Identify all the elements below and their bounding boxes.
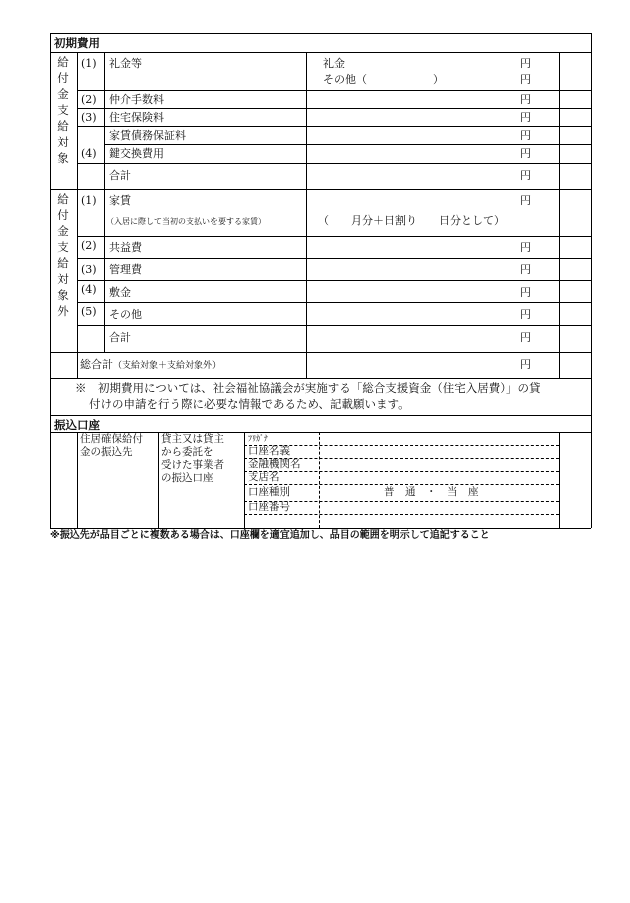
yen-unit: 円 — [520, 194, 531, 207]
yen-unit: 円 — [520, 73, 531, 86]
yen-unit: 円 — [520, 241, 531, 254]
row-number: (3) — [81, 263, 97, 276]
deposit-label: 敷金 — [109, 286, 131, 299]
brokerage-fee-label: 仲介手数料 — [109, 93, 164, 106]
yen-unit: 円 — [520, 111, 531, 124]
other-label: その他 — [109, 308, 142, 321]
row-number: (3) — [81, 111, 97, 124]
bank-account-heading: 振込口座 — [54, 418, 100, 432]
account-holder-label: 口座名義 — [248, 445, 290, 457]
footnote: ※振込先が品目ごとに複数ある場合は、口座欄を適宜追加し、品目の範囲を明示して追記すること — [50, 530, 490, 541]
grand-total-label: 総合計（支給対象＋支給対象外） — [80, 358, 222, 371]
row-number: (4) — [81, 147, 97, 160]
not-covered-group-label: 給 付 金 支 給 対 象 外 — [57, 192, 69, 318]
insurance-label: 住宅保険料 — [109, 111, 164, 124]
row-number: (2) — [81, 239, 97, 252]
transfer-destination-label: 住居確保給付 金の振込先 — [80, 433, 143, 458]
note-line-1: ※ 初期費用については、社会福祉協議会が実施する「総合支援資金（住宅入居費）」の貸 — [75, 381, 541, 395]
account-number-label: 口座番号 — [248, 501, 290, 513]
covered-group-label: 給 付 金 支 給 対 象 — [57, 55, 69, 165]
yen-unit: 円 — [520, 93, 531, 106]
guarantee-fee-label: 家賃債務保証料 — [109, 129, 186, 142]
key-exchange-label: 鍵交換費用 — [109, 147, 164, 160]
key-money-label: 礼金等 — [109, 57, 142, 70]
yen-unit: 円 — [520, 129, 531, 142]
yen-unit: 円 — [520, 308, 531, 321]
rent-label: 家賃 — [109, 194, 131, 207]
rent-note: （入居に際して当初の支払いを要する家賃） — [106, 217, 266, 226]
subtotal-covered-label: 合計 — [109, 169, 131, 182]
row-number: (2) — [81, 93, 97, 106]
note-line-2: 付けの申請を行う際に必要な情報であるため、記載願います。 — [89, 397, 410, 411]
initial-costs-table — [0, 0, 630, 420]
management-fee-label: 管理費 — [109, 263, 142, 276]
branch-name-label: 支店名 — [248, 471, 280, 483]
initial-costs-heading: 初期費用 — [54, 36, 100, 50]
subtotal-not-covered-label: 合計 — [109, 331, 131, 344]
row-number: (1) — [81, 57, 97, 70]
account-type-value[interactable]: 普 通 ・ 当 座 — [384, 486, 479, 498]
yen-unit: 円 — [520, 57, 531, 70]
furigana-label: ﾌﾘｶﾞﾅ — [248, 434, 268, 443]
key-money-sub-label: 礼金 — [323, 57, 345, 70]
landlord-account-label: 貸主又は貸主 から委託を 受けた事業者 の振込口座 — [161, 433, 224, 484]
row-number: (4) — [81, 283, 97, 296]
account-type-label: 口座種別 — [248, 486, 290, 498]
yen-unit: 円 — [520, 286, 531, 299]
common-fee-label: 共益費 — [109, 241, 142, 254]
yen-unit: 円 — [520, 169, 531, 182]
yen-unit: 円 — [520, 263, 531, 276]
rent-period: （ 月分＋日割り 日分として） — [318, 214, 505, 227]
row-number: (5) — [81, 305, 97, 318]
row-number: (1) — [81, 194, 97, 207]
yen-unit: 円 — [520, 358, 531, 371]
yen-unit: 円 — [520, 147, 531, 160]
other-sub-label: その他（ ） — [323, 73, 444, 86]
bank-name-label: 金融機関名 — [248, 458, 301, 470]
yen-unit: 円 — [520, 331, 531, 344]
bank-account-table — [0, 410, 630, 540]
